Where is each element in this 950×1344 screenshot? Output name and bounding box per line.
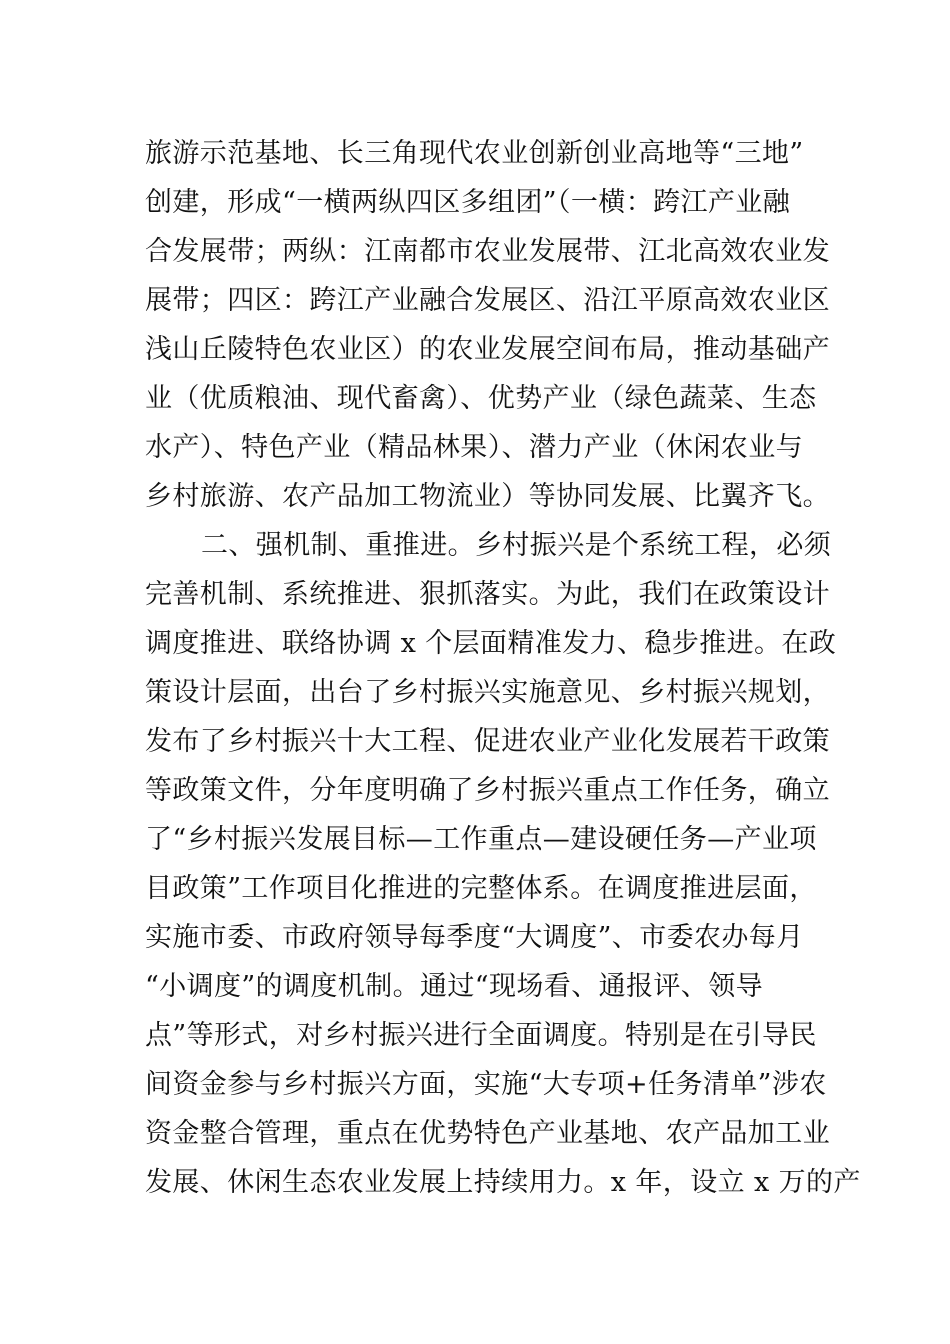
text-line: 合发展带；两纵：江南都市农业发展带、江北高效农业发 <box>145 236 830 267</box>
paragraph-start-line: 二、强机制、重推进。乡村振兴是个系统工程，必须 <box>201 530 832 561</box>
text-line: 资金整合管理，重点在优势特色产业基地、农产品加工业 <box>145 1118 830 1149</box>
text-line: 展带；四区：跨江产业融合发展区、沿江平原高效农业区 <box>145 285 830 316</box>
body-text <box>145 129 861 1207</box>
text-line: “小调度”的调度机制。通过“现场看、通报评、领导 <box>145 971 764 1002</box>
text-line: 调度推进、联络协调 x 个层面精准发力、稳步推进。在政 <box>145 628 837 659</box>
text-line: 了“乡村振兴发展目标—工作重点—建设硬任务—产业项 <box>145 824 817 855</box>
text-line: 间资金参与乡村振兴方面，实施“大专项+任务清单”涉农 <box>145 1069 827 1100</box>
text-line: 旅游示范基地、长三角现代农业创新创业高地等“三地” <box>145 138 804 169</box>
text-line: 乡村旅游、农产品加工物流业）等协同发展、比翼齐飞。 <box>145 481 830 512</box>
text-line: 创建，形成“一横两纵四区多组团”（一横：跨江产业融 <box>145 187 791 218</box>
text-line: 水产）、特色产业（精品林果）、潜力产业（休闲农业与 <box>145 432 803 463</box>
text-line: 点”等形式，对乡村振兴进行全面调度。特别是在引导民 <box>145 1020 817 1051</box>
text-line: 策设计层面，出台了乡村振兴实施意见、乡村振兴规划， <box>145 677 830 708</box>
text-line: 浅山丘陵特色农业区）的农业发展空间布局，推动基础产 <box>145 334 830 365</box>
text-line: 业（优质粮油、现代畜禽）、优势产业（绿色蔬菜、生态 <box>145 383 817 414</box>
text-line: 目政策”工作项目化推进的完整体系。在调度推进层面， <box>145 873 817 904</box>
text-line: 实施市委、市政府领导每季度“大调度”、市委农办每月 <box>145 922 804 953</box>
text-line: 发展、休闲生态农业发展上持续用力。x 年，设立 x 万的产 <box>145 1167 861 1198</box>
text-line: 发布了乡村振兴十大工程、促进农业产业化发展若干政策 <box>145 726 830 757</box>
text-line: 完善机制、系统推进、狠抓落实。为此，我们在政策设计 <box>145 579 830 610</box>
text-line: 等政策文件，分年度明确了乡村振兴重点工作任务，确立 <box>145 775 830 806</box>
